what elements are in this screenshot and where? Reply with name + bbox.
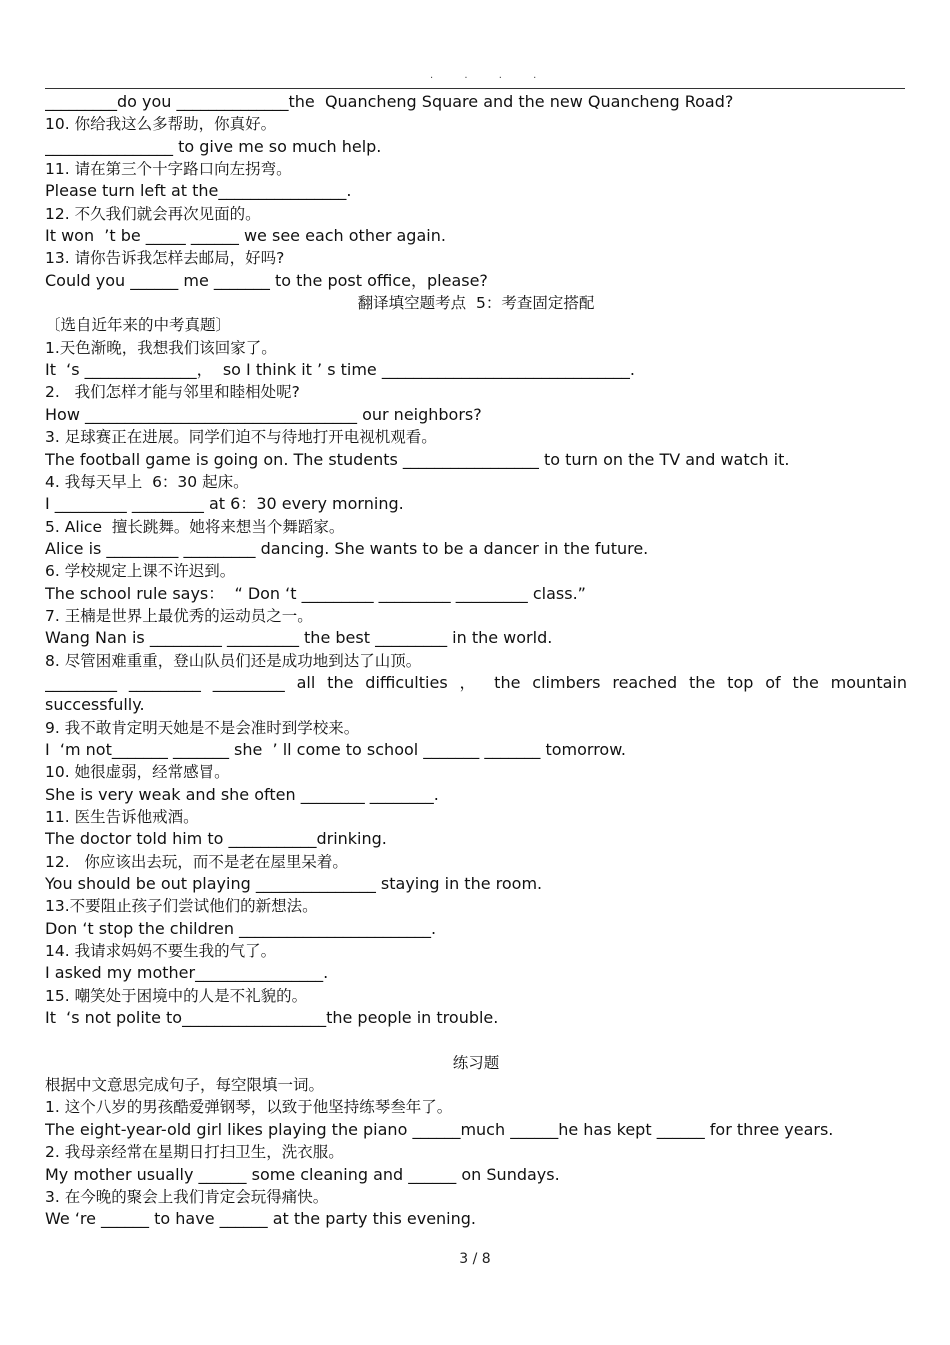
text-line: The eight-year-old girl likes playing the piano ______much ______he has kept ______ for three years.: [45, 1119, 834, 1139]
text-line: We ‘re ______ to have ______ at the party this evening.: [45, 1209, 476, 1229]
header-rule: [45, 88, 905, 89]
text-line: 15. 嘲笑处于困境中的人是不礼貌的。: [45, 986, 308, 1005]
text-line: Could you ______ me _______ to the post office，please?: [45, 270, 488, 290]
text-line: The football game is going on. The students _________________ to turn on the TV and watch it.: [45, 449, 790, 469]
document-content: [45, 91, 907, 1231]
text-line: I ‘m not_______ _______ she ’ ll come to school _______ _______ tomorrow.: [45, 739, 626, 759]
text-line: 6. 学校规定上课不许迟到。: [45, 562, 236, 581]
text-line: 根据中文意思完成句子，每空限填一词。: [45, 1076, 325, 1095]
text-line: ________________ to give me so much help.: [45, 136, 382, 156]
text-line: 8. 尽管困难重重，登山队员们还是成功地到达了山顶。: [45, 651, 422, 670]
text-line: _________ _________ _________ all the difficulties ， the climbers reached the top of the mountain: [45, 672, 907, 692]
text-line: How __________________________________ our neighbors?: [45, 404, 482, 424]
text-line: 3. 足球赛正在进展。同学们迫不与待地打开电视机观看。: [45, 428, 437, 447]
text-line: 13. 请你告诉我怎样去邮局，好吗?: [45, 249, 285, 268]
text-line: 1. 这个八岁的男孩酷爱弹钢琴，以致于他坚持练琴叁年了。: [45, 1098, 453, 1117]
text-line: Alice is _________ _________ dancing. She wants to be a dancer in the future.: [45, 538, 649, 558]
text-line: I _________ _________ at 6：30 every morning.: [45, 494, 404, 514]
text-line: 4. 我每天早上 6：30 起床。: [45, 472, 249, 491]
text-line: My mother usually ______ some cleaning and ______ on Sundays.: [45, 1164, 560, 1184]
text-line: 11. 医生告诉他戒酒。: [45, 808, 199, 826]
text-line: _________do you ______________the Quancheng Square and the new Quancheng Road?: [45, 92, 734, 111]
text-line: 11. 请在第三个十字路口向左拐弯。: [45, 160, 292, 179]
text-line: 5. Alice 擅长跳舞。她将来想当个舞蹈家。: [45, 517, 345, 536]
text-line: It ‘s ______________， so I think it ’ s time _______________________________.: [45, 360, 635, 380]
text-line: successfully.: [45, 695, 145, 715]
text-line: 1.天色渐晚，我想我们该回家了。: [45, 338, 277, 357]
text-line: 14. 我请求妈妈不要生我的气了。: [45, 942, 277, 961]
text-line: You should be out playing _______________ staying in the room.: [45, 874, 543, 894]
text-line: 13.不要阻止孩子们尝试他们的新想法。: [45, 897, 318, 916]
text-line: 3. 在今晚的聚会上我们肯定会玩得痛快。: [45, 1187, 329, 1206]
section-heading: 翻译填空题考点 5：考查固定搭配: [357, 294, 595, 313]
text-line: 〔选自近年来的中考真题〕: [45, 316, 232, 335]
text-line: Please turn left at the________________.: [45, 181, 352, 201]
text-line: 2. 我们怎样才能与邻里和睦相处呢?: [45, 383, 300, 402]
text-line: Don ‘t stop the children ________________________.: [45, 918, 437, 938]
text-line: It won ’t be _____ ______ we see each other again.: [45, 226, 446, 246]
text-line: 10. 你给我这么多帮助，你真好。: [45, 115, 277, 134]
blank-line: [45, 1029, 907, 1051]
section-heading: 练习题: [452, 1053, 500, 1072]
text-line: Wang Nan is _________ _________ the best _________ in the world.: [45, 628, 553, 648]
text-line: 9. 我不敢肯定明天她是不是会准时到学校来。: [45, 718, 360, 737]
page-number: 3 / 8: [459, 1251, 491, 1267]
text-line: I asked my mother________________.: [45, 963, 329, 983]
text-line: 2. 我母亲经常在星期日打扫卫生，洗衣服。: [45, 1143, 344, 1162]
header-dots: . . . .: [430, 70, 551, 81]
text-line: She is very weak and she often ________ ________.: [45, 784, 439, 804]
text-line: 12. 你应该出去玩，而不是老在屋里呆着。: [45, 852, 348, 871]
text-line: The school rule says： “ Don ‘t _________ _________ _________ class.”: [45, 583, 586, 603]
text-line: 7. 王楠是世界上最优秀的运动员之一。: [45, 606, 313, 625]
text-line: The doctor told him to ___________drinking.: [45, 829, 387, 849]
text-line: 12. 不久我们就会再次见面的。: [45, 204, 261, 223]
text-line: 10. 她很虚弱，经常感冒。: [45, 763, 230, 782]
text-line: It ‘s not polite to__________________the people in trouble.: [45, 1008, 499, 1028]
